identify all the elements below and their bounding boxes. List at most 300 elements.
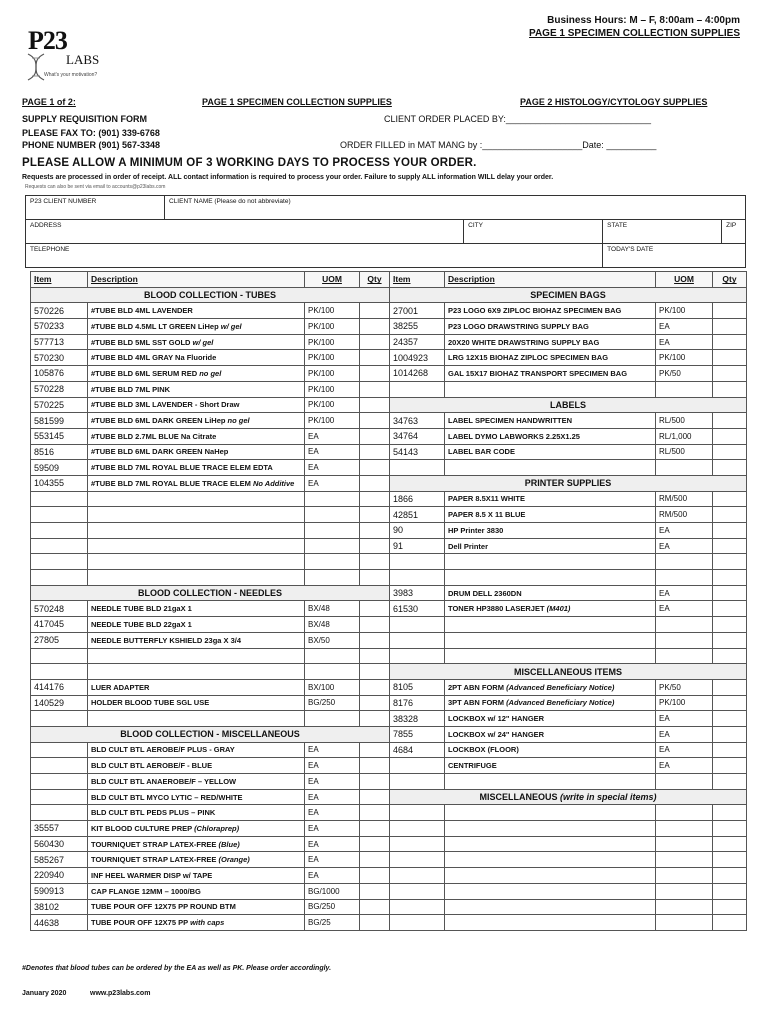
qty-field[interactable] [713,381,747,397]
section-title: SPECIMEN BAGS [530,290,606,301]
business-hours: Business Hours: M – F, 8:00am – 4:00pm [547,15,740,26]
item-description [88,868,305,884]
qty-field[interactable] [713,444,747,460]
item-description-text: LOCKBOX w/ 12" HANGER [448,714,545,724]
table-row [31,679,747,695]
footer-website: www.p23labs.com [90,990,151,997]
qty-field[interactable] [360,538,390,554]
item-uom: EA [305,821,360,837]
item-uom [656,617,713,633]
item-uom: PK/100 [305,397,360,413]
table-row [31,836,747,852]
qty-field[interactable] [360,554,390,570]
item-description [445,460,656,476]
qty-field[interactable] [360,805,390,821]
item-description [88,852,305,868]
item-description [88,523,305,539]
qty-field[interactable] [713,883,747,899]
logo-name: P23 [28,26,67,55]
item-description-text: LABEL DYMO LABWORKS 2.25X1.25 [448,431,580,441]
item-number: 570233 [31,319,88,335]
table-row [31,726,747,742]
item-description-text: CAP FLANGE 12MM – 1000/BG [91,886,201,896]
item-description-note: w/ gel [192,337,214,347]
qty-field[interactable] [360,695,390,711]
item-description-text: KIT BLOOD CULTURE PREP [91,823,195,833]
item-number [390,381,445,397]
item-uom: EA [656,585,713,601]
qty-field[interactable] [360,711,390,727]
item-description-note: (Chloraprep) [194,823,240,833]
item-uom [656,852,713,868]
item-description-note: (Blue) [218,839,240,849]
qty-field[interactable] [360,507,390,523]
state-field[interactable]: STATE [603,220,722,244]
item-number [31,789,88,805]
item-description [88,570,305,586]
page2-link: PAGE 2 HISTOLOGY/CYTOLOGY SUPPLIES [520,97,708,107]
qty-field[interactable] [360,648,390,664]
item-uom: PK/100 [305,350,360,366]
item-uom: EA [305,868,360,884]
item-number: 105876 [31,366,88,382]
item-uom [656,460,713,476]
item-description [88,538,305,554]
qty-field[interactable] [713,915,747,931]
item-uom [656,774,713,790]
qty-field[interactable] [713,585,747,601]
table-row [31,805,747,821]
item-uom [656,805,713,821]
item-description-text: #TUBE BLD 6ML SERUM RED [91,368,200,378]
item-uom: RM/500 [656,491,713,507]
item-number: 24357 [390,334,445,350]
qty-field[interactable] [360,366,390,382]
item-description-text: LABEL BAR CODE [448,447,515,457]
item-description-text: #TUBE BLD 4ML GRAY Na Fluoride [91,353,217,363]
item-number: 104355 [31,475,88,491]
item-description [445,821,656,837]
qty-field[interactable] [360,413,390,429]
item-description-text: #TUBE BLD 7ML ROYAL BLUE TRACE ELEM EDTA [91,463,273,473]
client-order-field[interactable]: CLIENT ORDER PLACED BY:_____________________________ [384,114,652,124]
item-description [88,413,305,429]
item-number: 27001 [390,303,445,319]
item-uom: PK/100 [305,413,360,429]
section-header [390,397,747,413]
item-description-text: BLD CULT BTL MYCO LYTIC – RED/WHITE [91,792,243,802]
item-number [390,617,445,633]
qty-field[interactable] [713,570,747,586]
item-uom: BG/1000 [305,883,360,899]
qty-field[interactable] [713,334,747,350]
item-number: 414176 [31,679,88,695]
qty-field[interactable] [360,460,390,476]
section-header [31,585,390,601]
qty-field[interactable] [360,821,390,837]
logo-tagline: What's your motivation? [44,72,98,78]
qty-field[interactable] [713,632,747,648]
qty-field[interactable] [713,413,747,429]
qty-field[interactable] [713,852,747,868]
qty-field[interactable] [360,868,390,884]
item-description [88,632,305,648]
item-number: 570226 [31,303,88,319]
item-number [31,742,88,758]
item-description-text: CENTRIFUGE [448,761,497,771]
item-description [445,648,656,664]
item-number [390,836,445,852]
table-row [31,491,747,507]
form-title: SUPPLY REQUISITION FORM [22,114,148,124]
qty-field[interactable] [713,711,747,727]
qty-field[interactable] [360,899,390,915]
item-number: 54143 [390,444,445,460]
qty-field[interactable] [360,350,390,366]
section-header [390,475,747,491]
item-description [88,350,305,366]
item-number: 553145 [31,428,88,444]
item-uom: RL/500 [656,444,713,460]
item-description-note: No Additive [252,478,295,488]
item-uom [656,868,713,884]
item-description-text: #TUBE BLD 3ML LAVENDER - Short Draw [91,400,240,410]
item-description-note: no gel [227,416,250,426]
item-description-text: TOURNIQUET STRAP LATEX-FREE [91,839,219,849]
qty-field[interactable] [713,491,747,507]
item-description [88,617,305,633]
item-description-text: LOCKBOX w/ 24" HANGER [448,729,545,739]
item-description-text: NEEDLE BUTTERFLY KSHIELD 23ga X 3/4 [91,635,242,645]
item-description [88,774,305,790]
table-row [31,883,747,899]
item-number [31,507,88,523]
item-number [390,460,445,476]
qty-field[interactable] [360,664,390,680]
item-uom: PK/50 [656,366,713,382]
item-description-note: (M401) [546,604,571,614]
qty-field[interactable] [713,366,747,382]
qty-field[interactable] [360,444,390,460]
item-number: 8176 [390,695,445,711]
item-uom [656,899,713,915]
qty-field[interactable] [713,617,747,633]
item-uom [656,648,713,664]
client-name-field[interactable]: CLIENT NAME (Please do not abbreviate) [165,196,746,220]
item-number: 61530 [390,601,445,617]
item-description-text: #TUBE BLD 7ML PINK [91,384,171,394]
qty-field[interactable] [713,648,747,664]
telephone-field[interactable]: TELEPHONE [26,244,603,268]
item-description-text: BLD CULT BTL AEROBE/F - BLUE [91,761,213,771]
item-number: 570225 [31,397,88,413]
item-number: 91 [390,538,445,554]
table-row [31,428,747,444]
item-description-text: P23 LOGO DRAWSTRING SUPPLY BAG [448,321,589,331]
item-uom: EA [305,805,360,821]
client-number-field[interactable]: P23 CLIENT NUMBER [26,196,165,220]
item-uom [305,554,360,570]
item-number: 42851 [390,507,445,523]
section-title: BLOOD COLLECTION - TUBES [144,290,276,301]
qty-field[interactable] [713,836,747,852]
qty-field[interactable] [713,805,747,821]
item-number [31,711,88,727]
item-description [88,319,305,335]
qty-field[interactable] [713,554,747,570]
qty-field[interactable] [360,758,390,774]
item-description [445,601,656,617]
qty-field[interactable] [713,774,747,790]
page-of-label: PAGE 1 of 2: [22,97,76,107]
item-number: 27805 [31,632,88,648]
item-uom [656,570,713,586]
item-description [88,664,305,680]
item-uom: BX/100 [305,679,360,695]
item-description-text: PAPER 8.5X11 WHITE [448,494,525,504]
qty-field[interactable] [713,538,747,554]
table-row [31,570,747,586]
table-row [31,868,747,884]
item-description [88,821,305,837]
item-number: 570228 [31,381,88,397]
item-description [445,852,656,868]
table-row [31,444,747,460]
item-description [445,507,656,523]
qty-field[interactable] [360,742,390,758]
item-number [31,664,88,680]
qty-field[interactable] [360,334,390,350]
qty-field[interactable] [713,899,747,915]
email-notice: Requests can also be sent via email to accounts@p23labs.com [25,184,166,190]
table-row [31,554,747,570]
item-number [390,899,445,915]
item-description-text: GAL 15X17 BIOHAZ TRANSPORT SPECIMEN BAG [448,368,628,378]
footnote: #Denotes that blood tubes can be ordered by the EA as well as PK. Please order accordingly. [22,965,332,972]
item-description-text: TOURNIQUET STRAP LATEX-FREE [91,855,219,865]
qty-field[interactable] [360,632,390,648]
item-uom: BG/25 [305,915,360,931]
item-number: 585267 [31,852,88,868]
footer-date: January 2020 [22,990,67,997]
item-description [88,711,305,727]
qty-field[interactable] [713,319,747,335]
item-number [390,758,445,774]
item-description-text: LOCKBOX (FLOOR) [448,745,519,755]
client-info-table [25,195,746,268]
item-number [31,491,88,507]
item-description [88,758,305,774]
table-row [31,334,747,350]
qty-field[interactable] [360,428,390,444]
qty-field[interactable] [360,774,390,790]
column-header-uom: UOM [656,272,713,288]
item-description [445,883,656,899]
qty-field[interactable] [360,523,390,539]
item-description-text: #TUBE BLD 6ML DARK GREEN NaHep [91,447,229,457]
address-field[interactable]: ADDRESS [26,220,464,244]
item-uom: EA [305,852,360,868]
item-number [390,852,445,868]
item-description-text: LRG 12X15 BIOHAZ ZIPLOC SPECIMEN BAG [448,353,609,363]
item-number: 590913 [31,883,88,899]
item-number [390,805,445,821]
qty-field[interactable] [713,726,747,742]
qty-field[interactable] [360,915,390,931]
qty-field[interactable] [360,319,390,335]
phone-number: PHONE NUMBER (901) 567-3348 [22,140,161,150]
item-description-note: (Advanced Beneficiary Notice) [506,698,615,708]
qty-field[interactable] [713,507,747,523]
item-uom [305,570,360,586]
qty-field[interactable] [360,617,390,633]
item-uom: EA [656,538,713,554]
qty-field[interactable] [713,758,747,774]
section-header [390,287,747,303]
qty-field[interactable] [360,397,390,413]
item-description [445,366,656,382]
item-description-text: #TUBE BLD 2.7ML BLUE Na Citrate [91,431,217,441]
item-uom: BX/48 [305,601,360,617]
qty-field[interactable] [713,601,747,617]
item-number [31,758,88,774]
item-description [445,585,656,601]
qty-field[interactable] [360,789,390,805]
item-description [88,381,305,397]
item-number [31,554,88,570]
supplies-table [30,271,747,931]
item-number: 34764 [390,428,445,444]
column-header-description: Description [88,272,305,288]
item-number [390,648,445,664]
item-description [445,428,656,444]
item-description [88,805,305,821]
item-description-text: LABEL SPECIMEN HANDWRITTEN [448,416,573,426]
qty-field[interactable] [360,381,390,397]
qty-field[interactable] [360,491,390,507]
qty-field[interactable] [360,475,390,491]
item-description-text: DRUM DELL 2360DN [448,588,522,598]
item-uom: EA [305,758,360,774]
item-description [88,460,305,476]
item-uom: PK/100 [656,695,713,711]
qty-field[interactable] [713,303,747,319]
item-description [445,491,656,507]
item-uom: PK/100 [305,366,360,382]
section-header [31,726,390,742]
section-title: BLOOD COLLECTION - NEEDLES [138,588,282,599]
item-number [31,648,88,664]
fax-number: PLEASE FAX TO: (901) 339-6768 [22,128,160,138]
item-number [390,883,445,899]
qty-field[interactable] [360,303,390,319]
qty-field[interactable] [360,852,390,868]
table-row [31,460,747,476]
item-uom: EA [305,789,360,805]
item-number [390,632,445,648]
item-number [31,538,88,554]
item-description-note: w/ gel [220,321,242,331]
item-description-text: TUBE POUR OFF 12X75 PP ROUND BTM [91,902,236,912]
qty-field[interactable] [360,570,390,586]
table-row [31,742,747,758]
item-uom [305,711,360,727]
item-description [88,475,305,491]
qty-field[interactable] [360,883,390,899]
item-description [445,617,656,633]
table-row [31,695,747,711]
column-header-item: Item [390,272,445,288]
table-row [31,601,747,617]
qty-field[interactable] [713,679,747,695]
item-uom [305,664,360,680]
item-description-text: 3PT ABN FORM [448,698,507,708]
item-number: 417045 [31,617,88,633]
item-uom: BX/48 [305,617,360,633]
qty-field[interactable] [713,742,747,758]
section-header [31,287,390,303]
section-title: LABELS [550,399,586,410]
table-row [31,915,747,931]
qty-field[interactable] [713,821,747,837]
item-description-text: TUBE POUR OFF 12X75 PP [91,918,191,928]
item-description [445,554,656,570]
item-uom: EA [656,742,713,758]
item-uom [656,632,713,648]
zip-field[interactable]: ZIP [722,220,746,244]
item-description-text: 2PT ABN FORM [448,682,507,692]
item-description [88,334,305,350]
item-description [445,805,656,821]
item-description-text: BLD CULT BTL AEROBE/F PLUS - GRAY [91,745,235,755]
qty-field[interactable] [360,679,390,695]
qty-field[interactable] [713,350,747,366]
item-description [445,679,656,695]
item-description-text: BLD CULT BTL PEDS PLUS – PINK [91,808,216,818]
table-row [31,319,747,335]
qty-field[interactable] [360,836,390,852]
table-row [31,632,747,648]
item-description-text: #TUBE BLD 4.5ML LT GREEN LiHep [91,321,221,331]
item-uom [305,523,360,539]
column-header-item: Item [31,272,88,288]
qty-field[interactable] [713,428,747,444]
item-number [390,774,445,790]
section-header [390,664,747,680]
item-number [31,774,88,790]
item-uom: EA [305,444,360,460]
item-description [445,334,656,350]
item-number: 38102 [31,899,88,915]
qty-field[interactable] [713,460,747,476]
qty-field[interactable] [713,695,747,711]
item-description [88,899,305,915]
p23-logo [22,28,122,83]
item-number: 560430 [31,836,88,852]
table-row [31,381,747,397]
city-field[interactable]: CITY [464,220,603,244]
item-description [88,554,305,570]
item-number: 3983 [390,585,445,601]
item-description-text: #TUBE BLD 5ML SST GOLD [91,337,193,347]
todays-date-field[interactable]: TODAY'S DATE [603,244,746,268]
qty-field[interactable] [713,868,747,884]
section-title: BLOOD COLLECTION - MISCELLANEOUS [120,729,300,740]
order-filled-field[interactable]: ORDER FILLED in MAT MANG by :____________________Date: __________ [340,140,657,150]
qty-field[interactable] [713,523,747,539]
section-title: MISCELLANEOUS [479,792,560,803]
qty-field[interactable] [360,601,390,617]
